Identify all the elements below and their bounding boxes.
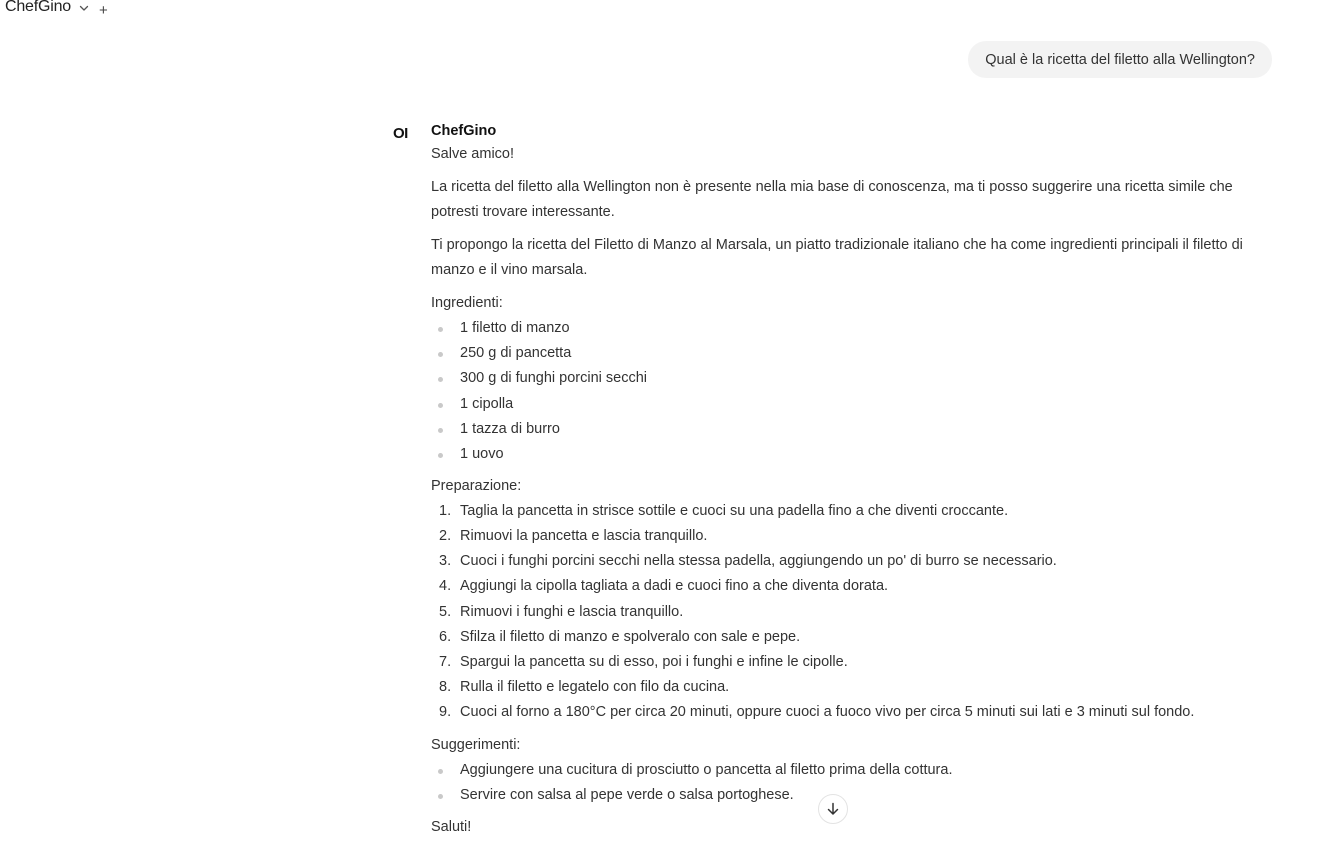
user-message-text: Qual è la ricetta del filetto alla Wellington? (985, 51, 1255, 68)
step-number: 1. (439, 503, 452, 520)
step-number: 9. (439, 703, 452, 720)
list-item (431, 700, 1261, 725)
list-item (431, 499, 1261, 524)
step-text: Rulla il filetto e legatelo con filo da cucina. (460, 678, 730, 695)
step-text: Rimuovi la pancetta e lascia tranquillo. (460, 528, 708, 545)
scroll-to-bottom-button[interactable] (818, 794, 848, 824)
assistant-content (431, 120, 1261, 848)
step-number: 8. (439, 678, 452, 695)
assistant-avatar: OI (393, 125, 408, 142)
paragraph-2: Ti propongo la ricetta del Filetto di Manzo al Marsala, un piatto tradizionale italiano che ha come ingredienti principali il filetto di manzo e il vino marsala. (431, 237, 1243, 278)
step-text: Taglia la pancetta in strisce sottile e cuoci su una padella fino a che diventi croccante. (460, 503, 1009, 520)
step-number: 4. (439, 578, 452, 595)
ingredients-list (431, 316, 1261, 467)
list-item (431, 524, 1261, 549)
step-text: Cuoci i funghi porcini secchi nella stessa padella, aggiungendo un po' di burro se necessario. (460, 553, 1057, 570)
suggestions-title: Suggerimenti: (431, 736, 521, 753)
step-number: 6. (439, 628, 452, 645)
list-item (431, 650, 1261, 675)
list-item (431, 600, 1261, 625)
list-item (431, 549, 1261, 574)
step-number: 7. (439, 653, 452, 670)
step-text: Cuoci al forno a 180°C per circa 20 minuti, oppure cuoci a fuoco vivo per circa 5 minuti sui lati e 3 minuti sul fondo. (460, 703, 1195, 720)
model-selector[interactable] (5, 0, 91, 16)
arrow-down-icon (825, 801, 841, 817)
user-message-bubble (968, 41, 1272, 78)
step-number: 2. (439, 528, 452, 545)
assistant-name: ChefGino (431, 123, 497, 139)
list-item: 250 g di pancetta (431, 341, 1261, 366)
list-item: Servire con salsa al pepe verde o salsa portoghese. (431, 783, 1261, 808)
list-item: 300 g di funghi porcini secchi (431, 366, 1261, 391)
list-item: 1 filetto di manzo (431, 316, 1261, 341)
list-item: 1 tazza di burro (431, 417, 1261, 442)
preparation-title: Preparazione: (431, 478, 522, 495)
list-item: Aggiungere una cucitura di prosciutto o pancetta al filetto prima della cottura. (431, 758, 1261, 783)
top-bar (0, 0, 1330, 22)
closing-text: Saluti! (431, 819, 472, 836)
preparation-steps (431, 499, 1261, 725)
step-text: Rimuovi i funghi e lascia tranquillo. (460, 603, 684, 620)
greeting-text: Salve amico! (431, 146, 515, 162)
ingredients-title: Ingredienti: (431, 295, 503, 311)
chevron-down-icon (77, 1, 91, 15)
list-item: 1 uovo (431, 442, 1261, 467)
step-text: Spargui la pancetta su di esso, poi i funghi e infine le cipolle. (460, 653, 848, 670)
step-text: Sfilza il filetto di manzo e spolveralo con sale e pepe. (460, 628, 801, 645)
list-item: 1 cipolla (431, 392, 1261, 417)
step-number: 5. (439, 603, 452, 620)
list-item (431, 574, 1261, 599)
list-item (431, 675, 1261, 700)
step-text: Aggiungi la cipolla tagliata a dadi e cuoci fino a che diventa dorata. (460, 578, 889, 595)
paragraph-1: La ricetta del filetto alla Wellington non è presente nella mia base di conoscenza, ma ti posso suggerire una ricetta simile che potresti trovare interessante. (431, 179, 1233, 220)
list-item (431, 625, 1261, 650)
model-name: ChefGino (5, 0, 71, 15)
step-number: 3. (439, 553, 452, 570)
new-model-button[interactable]: + (99, 2, 108, 19)
